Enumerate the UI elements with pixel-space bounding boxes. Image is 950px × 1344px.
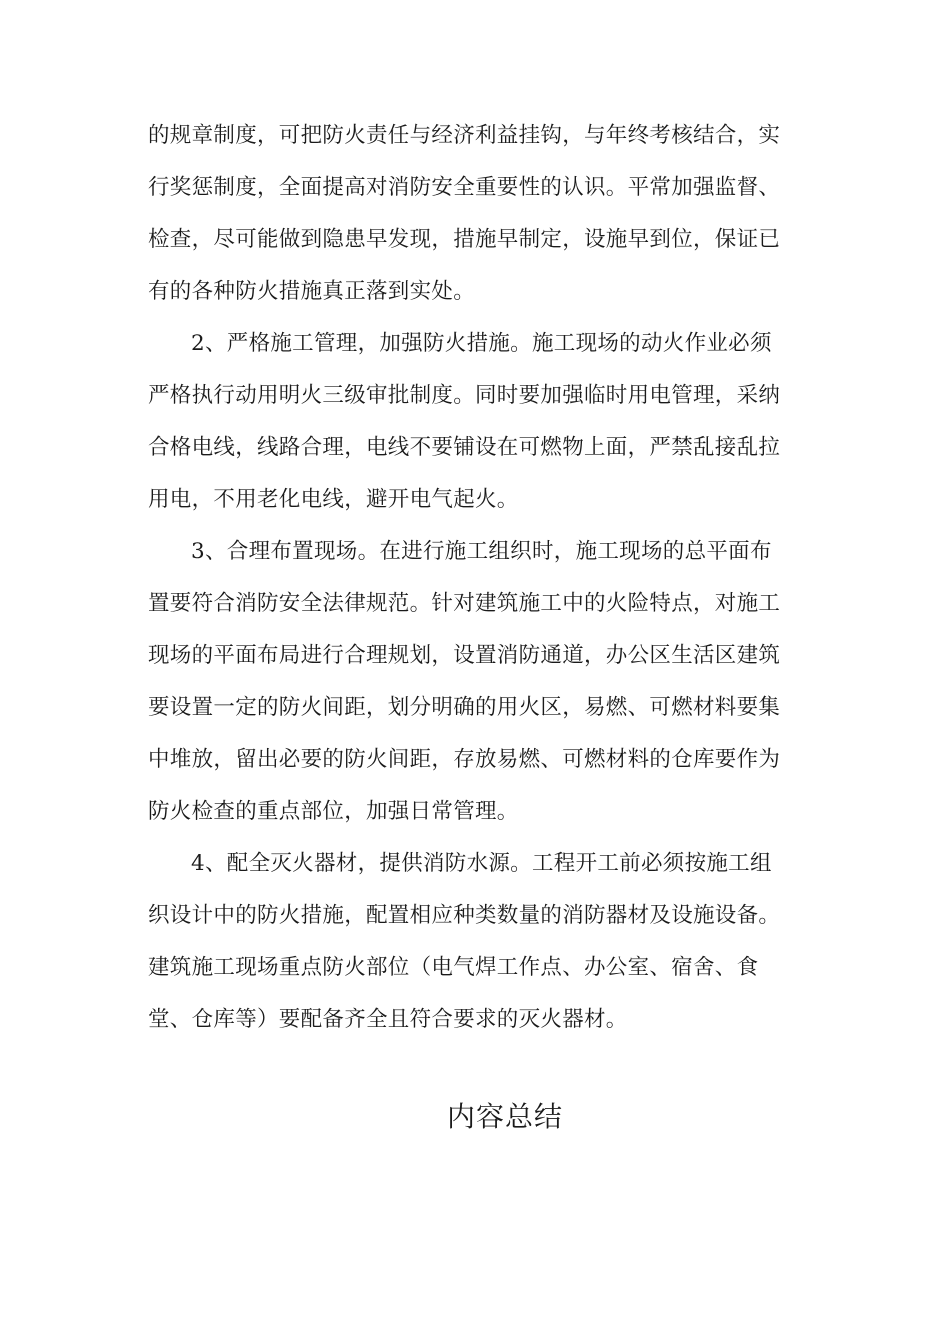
paragraph-line: 置要符合消防安全法律规范。针对建筑施工中的火险特点，对施工 xyxy=(148,591,781,616)
paragraph-line: 3、合理布置现场。在进行施工组织时，施工现场的总平面布 xyxy=(191,539,772,564)
paragraph-1 xyxy=(148,110,800,318)
paragraph-line: 4、配全灭火器材，提供消防水源。工程开工前必须按施工组 xyxy=(191,851,772,876)
paragraph-line: 2、严格施工管理，加强防火措施。施工现场的动火作业必须 xyxy=(191,331,772,356)
paragraph-line: 有的各种防火措施真正落到实处。 xyxy=(148,279,476,304)
body-text xyxy=(148,110,800,1046)
paragraph-line: 的规章制度，可把防火责任与经济利益挂钩，与年终考核结合，实 xyxy=(148,123,781,148)
paragraph-4 xyxy=(148,838,800,1046)
paragraph-line: 中堆放，留出必要的防火间距，存放易燃、可燃材料的仓库要作为 xyxy=(148,747,781,772)
paragraph-line: 建筑施工现场重点防火部位（电气焊工作点、办公室、宿舍、食 xyxy=(148,955,759,980)
paragraph-2 xyxy=(148,318,800,526)
paragraph-line: 合格电线，线路合理，电线不要铺设在可燃物上面，严禁乱接乱拉 xyxy=(148,435,781,460)
paragraph-line: 堂、仓库等）要配备齐全且符合要求的灭火器材。 xyxy=(148,1007,628,1032)
paragraph-line: 用电，不用老化电线，避开电气起火。 xyxy=(148,487,519,512)
paragraph-line: 防火检查的重点部位，加强日常管理。 xyxy=(148,799,519,824)
paragraph-line: 行奖惩制度，全面提高对消防安全重要性的认识。平常加强监督、 xyxy=(148,175,781,200)
paragraph-line: 织设计中的防火措施，配置相应种类数量的消防器材及设施设备。 xyxy=(148,903,781,928)
paragraph-line: 要设置一定的防火间距，划分明确的用火区，易燃、可燃材料要集 xyxy=(148,695,781,720)
paragraph-line: 现场的平面布局进行合理规划，设置消防通道，办公区生活区建筑 xyxy=(148,643,781,668)
paragraph-3 xyxy=(148,526,800,838)
paragraph-line: 严格执行动用明火三级审批制度。同时要加强临时用电管理，采纳 xyxy=(148,383,781,408)
paragraph-line: 检查，尽可能做到隐患早发现，措施早制定，设施早到位，保证已 xyxy=(148,227,781,252)
summary-heading: 内容总结 xyxy=(446,1100,563,1133)
